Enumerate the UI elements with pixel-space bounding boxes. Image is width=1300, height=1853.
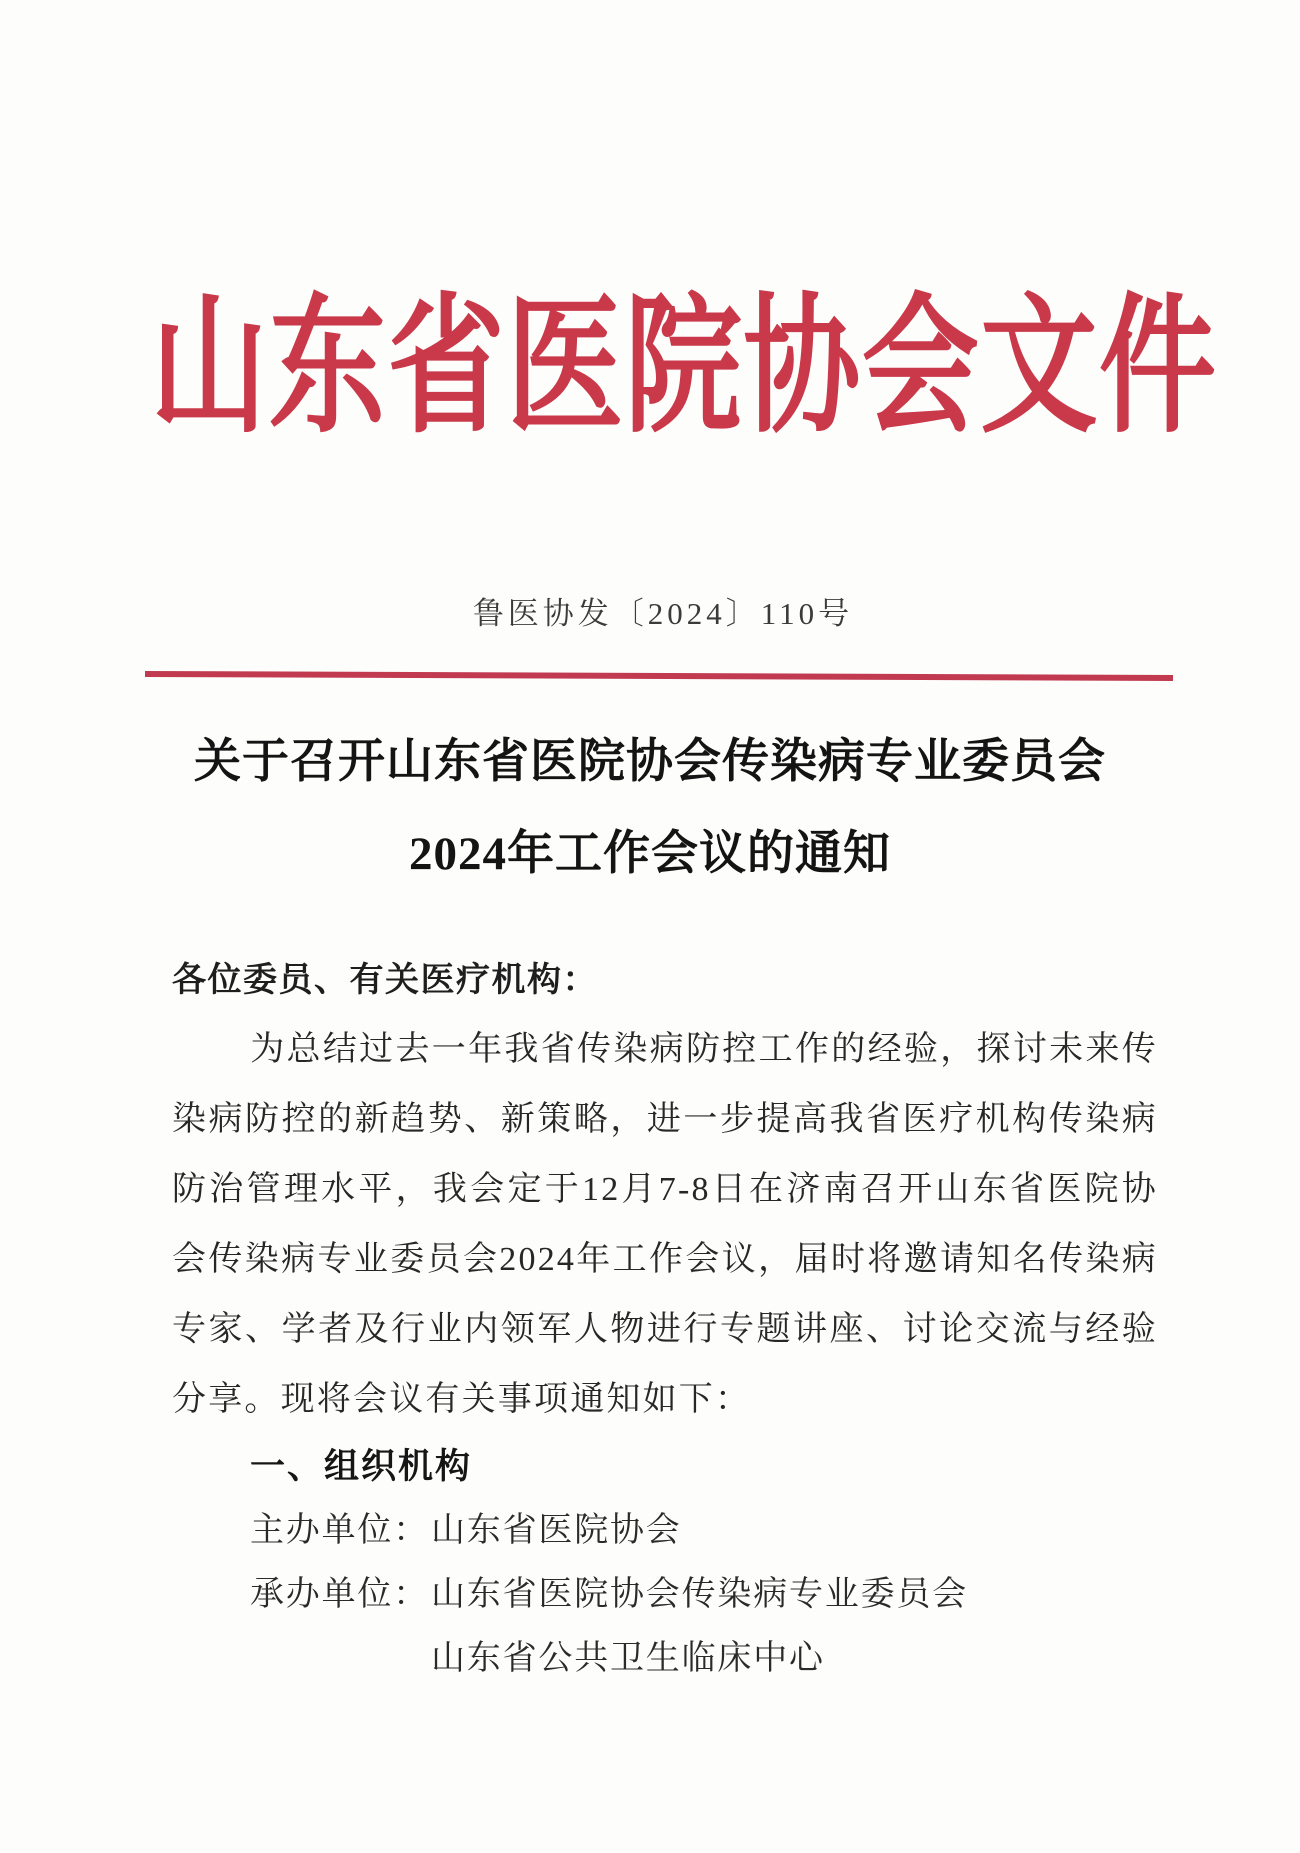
salutation: 各位委员、有关医疗机构： (172, 961, 598, 999)
intro-paragraph: 为总结过去一年我省传染病防控工作的经验，探讨未来传染病防控的新趋势、新策略，进一步提高我省医疗机构传染病防治管理水平，我会定于12月7-8日在济南召开山东省医院协会传染病专业委员会2024年工作会议，届时将邀请知名传染病专家、学者及行业内领军人物进行专题讲座、讨论交流与经验分享。现将会议有关事项通知如下： (172, 1031, 1158, 1418)
notice-body (172, 945, 1158, 1691)
host-unit-value: 山东省医院协会 (431, 1512, 682, 1549)
organizer-unit-value-1: 山东省医院协会传染病专业委员会 (431, 1576, 968, 1613)
organizer-unit-row (250, 1563, 1158, 1691)
organizer-unit-values (431, 1563, 1158, 1691)
host-unit-label: 主办单位： (250, 1512, 429, 1549)
notice-title-line1: 关于召开山东省医院协会传染病专业委员会 (194, 736, 1106, 788)
red-separator-line (145, 671, 1173, 681)
organizer-unit-label: 承办单位： (250, 1576, 429, 1613)
section-heading-organization: 一、组织机构 (250, 1447, 473, 1486)
host-unit-row (250, 1499, 1158, 1563)
organizer-unit-value-2: 山东省公共卫生临床中心 (431, 1640, 825, 1677)
notice-title-line2: 2024年工作会议的通知 (409, 828, 891, 880)
red-masthead (0, 282, 1300, 454)
notice-title (0, 716, 1300, 900)
org-title-text: 山东省医院协会文件 (150, 285, 1218, 451)
document-number: 鲁医协发〔2024〕110号 (472, 596, 854, 631)
